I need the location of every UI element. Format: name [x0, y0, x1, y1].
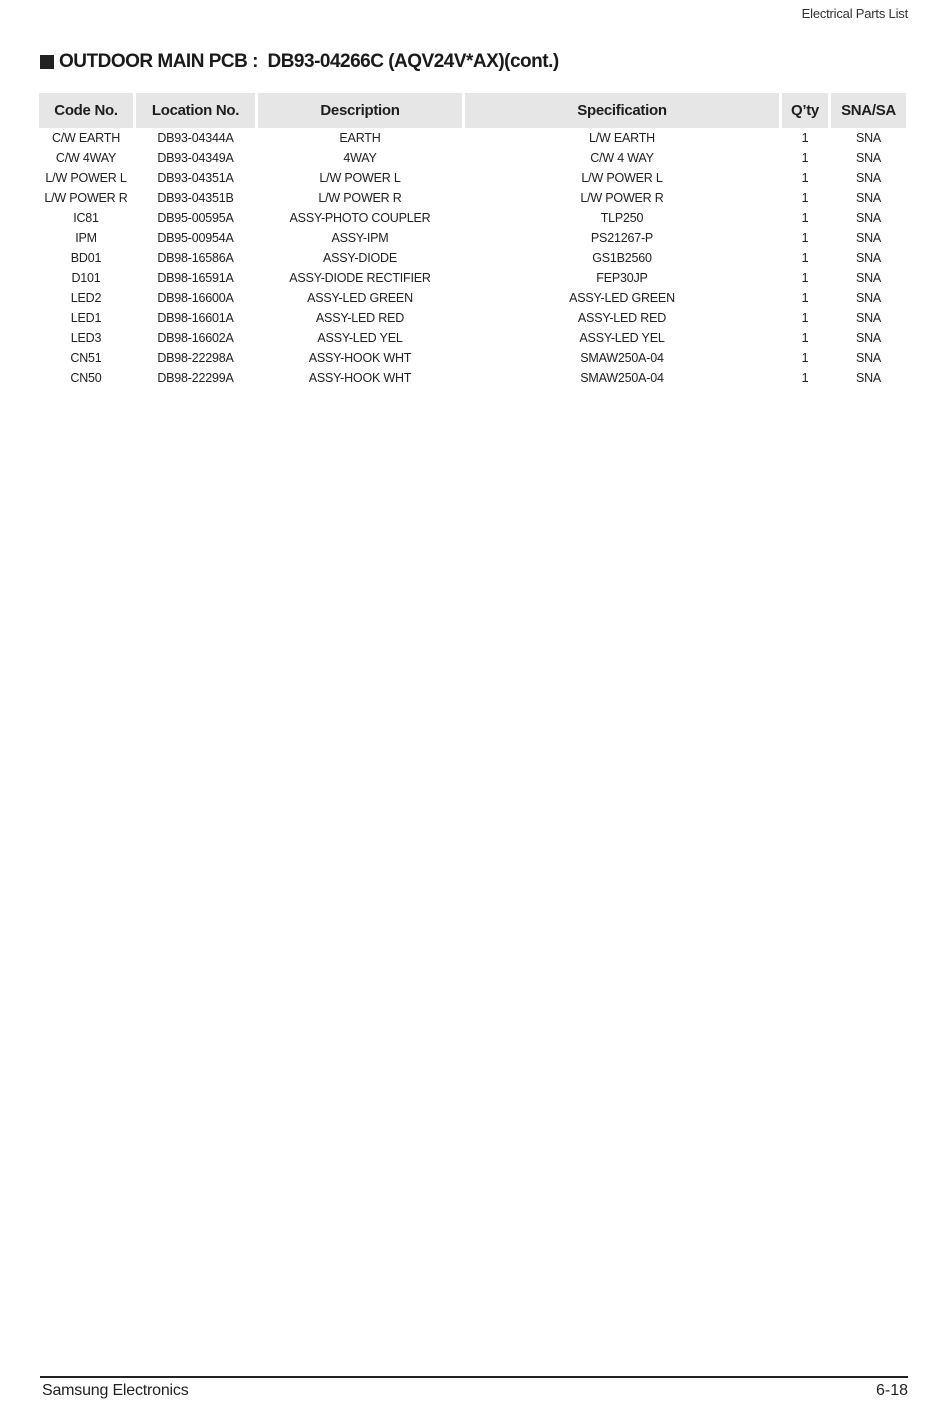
- table-row: [39, 168, 906, 188]
- specification-cell: FEP30JP: [596, 271, 648, 285]
- table-row: [39, 288, 906, 308]
- code-no-cell: LED1: [70, 311, 102, 325]
- table-row: [39, 248, 906, 268]
- description-cell: L/W POWER L: [319, 171, 401, 185]
- description-cell: ASSY-DIODE: [323, 251, 397, 265]
- table-row: [39, 228, 906, 248]
- section-title: [40, 50, 559, 74]
- qty-cell: 1: [801, 191, 809, 205]
- specification-cell: PS21267-P: [590, 231, 654, 245]
- description-cell: L/W POWER R: [318, 191, 402, 205]
- column-header-location-no: Location No.: [136, 93, 255, 128]
- section-title-text: OUTDOOR MAIN PCB : DB93-04266C (AQV24V*AX)(cont.): [59, 51, 559, 72]
- qty-cell: 1: [801, 371, 809, 385]
- footer-divider: [40, 1376, 908, 1378]
- qty-cell: 1: [801, 331, 809, 345]
- sna-sa-cell: SNA: [855, 171, 882, 185]
- code-no-cell: D101: [71, 271, 101, 285]
- location-no-cell: DB93-04351B: [157, 191, 234, 205]
- location-no-cell: DB95-00595A: [157, 211, 234, 225]
- location-no-cell: DB98-16591A: [157, 271, 234, 285]
- code-no-cell: LED2: [70, 291, 102, 305]
- table-row: [39, 188, 906, 208]
- sna-sa-cell: SNA: [855, 131, 882, 145]
- specification-cell: SMAW250A-04: [580, 351, 664, 365]
- qty-cell: 1: [801, 291, 809, 305]
- code-no-cell: IPM: [75, 231, 97, 245]
- footer-company: Samsung Electronics: [42, 1382, 189, 1399]
- qty-cell: 1: [801, 131, 809, 145]
- table-row: [39, 348, 906, 368]
- description-cell: 4WAY: [343, 151, 377, 165]
- description-cell: ASSY-PHOTO COUPLER: [289, 211, 431, 225]
- qty-cell: 1: [801, 171, 809, 185]
- table-row: [39, 368, 906, 388]
- sna-sa-cell: SNA: [855, 331, 882, 345]
- column-header-description: Description: [258, 93, 462, 128]
- specification-cell: L/W POWER L: [581, 171, 663, 185]
- description-cell: EARTH: [339, 131, 381, 145]
- code-no-cell: LED3: [70, 331, 102, 345]
- description-cell: ASSY-DIODE RECTIFIER: [289, 271, 431, 285]
- specification-cell: TLP250: [600, 211, 644, 225]
- description-cell: ASSY-LED YEL: [317, 331, 403, 345]
- table-row: [39, 128, 906, 148]
- column-header-specification: Specification: [465, 93, 779, 128]
- sna-sa-cell: SNA: [855, 251, 882, 265]
- square-bullet-icon: [40, 55, 54, 69]
- table-row: [39, 208, 906, 228]
- description-cell: ASSY-LED GREEN: [307, 291, 413, 305]
- location-no-cell: DB98-16601A: [157, 311, 234, 325]
- column-header-code-no: Code No.: [39, 93, 133, 128]
- table-header-row: [39, 93, 906, 128]
- table-row: [39, 268, 906, 288]
- qty-cell: 1: [801, 271, 809, 285]
- qty-cell: 1: [801, 351, 809, 365]
- location-no-cell: DB98-22299A: [157, 371, 234, 385]
- table-row: [39, 148, 906, 168]
- code-no-cell: BD01: [70, 251, 102, 265]
- code-no-cell: L/W POWER L: [45, 171, 127, 185]
- code-no-cell: C/W 4WAY: [55, 151, 117, 165]
- specification-cell: ASSY-LED RED: [577, 311, 667, 325]
- sna-sa-cell: SNA: [855, 371, 882, 385]
- qty-cell: 1: [801, 311, 809, 325]
- qty-cell: 1: [801, 211, 809, 225]
- sna-sa-cell: SNA: [855, 151, 882, 165]
- code-no-cell: CN50: [70, 371, 102, 385]
- sna-sa-cell: SNA: [855, 311, 882, 325]
- sna-sa-cell: SNA: [855, 231, 882, 245]
- code-no-cell: IC81: [73, 211, 99, 225]
- qty-cell: 1: [801, 251, 809, 265]
- running-header: Electrical Parts List: [801, 6, 908, 21]
- specification-cell: ASSY-LED YEL: [579, 331, 665, 345]
- table-row: [39, 308, 906, 328]
- description-cell: ASSY-HOOK WHT: [308, 351, 412, 365]
- specification-cell: L/W POWER R: [580, 191, 664, 205]
- qty-cell: 1: [801, 151, 809, 165]
- location-no-cell: DB95-00954A: [157, 231, 234, 245]
- location-no-cell: DB98-16600A: [157, 291, 234, 305]
- description-cell: ASSY-LED RED: [315, 311, 405, 325]
- sna-sa-cell: SNA: [855, 271, 882, 285]
- code-no-cell: C/W EARTH: [51, 131, 121, 145]
- code-no-cell: CN51: [70, 351, 102, 365]
- column-header-qty: Q’ty: [782, 93, 828, 128]
- column-header-sna-sa: SNA/SA: [831, 93, 906, 128]
- sna-sa-cell: SNA: [855, 291, 882, 305]
- location-no-cell: DB98-16602A: [157, 331, 234, 345]
- location-no-cell: DB98-22298A: [157, 351, 234, 365]
- sna-sa-cell: SNA: [855, 191, 882, 205]
- description-cell: ASSY-HOOK WHT: [308, 371, 412, 385]
- specification-cell: L/W EARTH: [588, 131, 656, 145]
- specification-cell: ASSY-LED GREEN: [569, 291, 675, 305]
- footer-page-number: 6-18: [875, 1382, 908, 1399]
- specification-cell: GS1B2560: [592, 251, 652, 265]
- qty-cell: 1: [801, 231, 809, 245]
- location-no-cell: DB98-16586A: [157, 251, 234, 265]
- specification-cell: C/W 4 WAY: [590, 151, 654, 165]
- parts-table: [39, 93, 906, 388]
- location-no-cell: DB93-04344A: [157, 131, 234, 145]
- location-no-cell: DB93-04351A: [157, 171, 234, 185]
- location-no-cell: DB93-04349A: [157, 151, 234, 165]
- sna-sa-cell: SNA: [855, 211, 882, 225]
- description-cell: ASSY-IPM: [331, 231, 389, 245]
- specification-cell: SMAW250A-04: [580, 371, 664, 385]
- sna-sa-cell: SNA: [855, 351, 882, 365]
- code-no-cell: L/W POWER R: [44, 191, 128, 205]
- table-row: [39, 328, 906, 348]
